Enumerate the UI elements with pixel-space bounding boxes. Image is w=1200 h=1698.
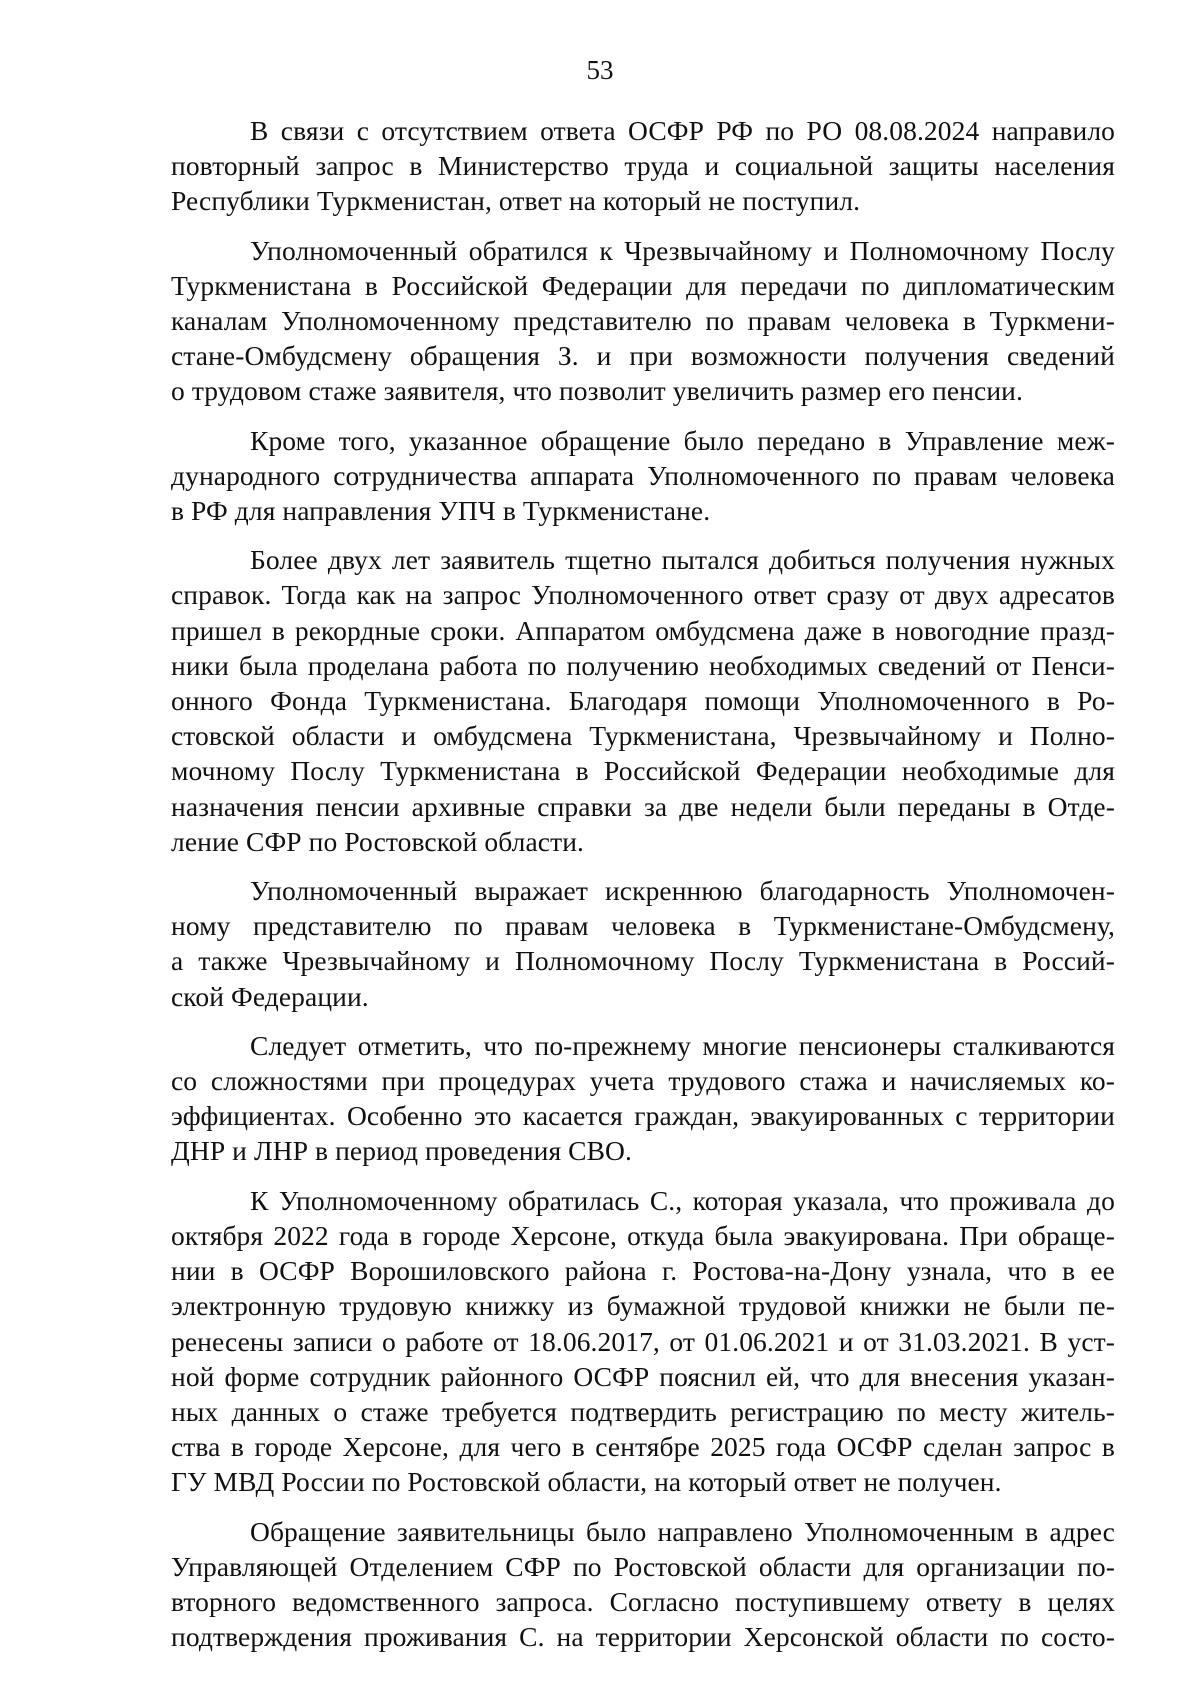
text-line: ДНР и ЛНР в период проведения СВО. xyxy=(171,1135,632,1167)
text-line: Уполномоченный выражает искреннюю благодарность Уполномочен- xyxy=(250,875,1115,907)
text-line: ной форме сотрудник районного ОСФР пояснил ей, что для внесения указан- xyxy=(171,1360,1115,1392)
text-line: стовской области и омбудсмена Туркменистана, Чрезвычайному и Полно- xyxy=(171,720,1115,752)
text-line: ному представителю по правам человека в Туркменистане-Омбудсмену, xyxy=(171,910,1115,942)
text-line: мочному Послу Туркменистана в Российской Федерации необходимые для xyxy=(171,755,1115,787)
text-line: Управляющей Отделением СФР по Ростовской области для организации по- xyxy=(171,1550,1115,1582)
text-line: пришел в рекордные сроки. Аппаратом омбудсмена даже в новогодние празд- xyxy=(171,614,1115,646)
paragraph xyxy=(171,542,1115,859)
text-line: эффициентах. Особенно это касается граждан, эвакуированных с территории xyxy=(171,1100,1115,1132)
paragraph xyxy=(171,113,1115,219)
document-body xyxy=(171,113,1115,1668)
text-line: со сложностями при процедурах учета трудового стажа и начисляемых ко- xyxy=(171,1065,1115,1097)
text-line: Уполномоченный обратился к Чрезвычайному и Полномочному Послу xyxy=(250,234,1115,266)
text-line: ской Федерации. xyxy=(171,980,369,1012)
text-line: Более двух лет заявитель тщетно пытался добиться получения нужных xyxy=(250,544,1115,576)
text-line: стане-Омбудсмену обращения З. и при возможности получения сведений xyxy=(171,340,1115,372)
text-line: повторный запрос в Министерство труда и социальной защиты населения xyxy=(171,150,1115,182)
paragraph xyxy=(171,233,1115,409)
text-line: ГУ МВД России по Ростовской области, на который ответ не получен. xyxy=(171,1466,1002,1498)
text-line: В связи с отсутствием ответа ОСФР РФ по РО 08.08.2024 направило xyxy=(250,115,1115,146)
text-line: каналам Уполномоченному представителю по правам человека в Туркмени- xyxy=(171,305,1115,337)
text-line: ренесены записи о работе от 18.06.2017, от 01.06.2021 и от 31.03.2021. В уст- xyxy=(171,1325,1115,1357)
text-line: ники была проделана работа по получению необходимых сведений от Пенси- xyxy=(171,649,1115,681)
text-line: подтверждения проживания С. на территории Херсонской области по состо- xyxy=(171,1621,1115,1653)
text-line: а также Чрезвычайному и Полномочному Послу Туркменистана в Россий- xyxy=(171,945,1115,977)
text-line: назначения пенсии архивные справки за две недели были переданы в Отде- xyxy=(171,790,1115,822)
text-line: онного Фонда Туркменистана. Благодаря помощи Уполномоченного в Ро- xyxy=(171,685,1115,717)
text-line: вторного ведомственного запроса. Согласно поступившему ответу в целях xyxy=(171,1585,1115,1617)
page-number: 53 xyxy=(586,55,614,85)
text-line: К Уполномоченному обратилась С., которая указала, что проживала до xyxy=(250,1184,1115,1216)
text-line: ление СФР по Ростовской области. xyxy=(171,825,585,857)
text-line: ных данных о стаже требуется подтвердить регистрацию по месту житель- xyxy=(171,1395,1115,1427)
paragraph xyxy=(171,1183,1115,1500)
text-line: нии в ОСФР Ворошиловского района г. Ростова-на-Дону узнала, что в ее xyxy=(171,1255,1115,1287)
paragraph xyxy=(171,873,1115,1014)
text-line: октября 2022 года в городе Херсоне, откуда была эвакуирована. При обраще- xyxy=(171,1219,1115,1251)
paragraph xyxy=(171,1514,1115,1655)
text-line: Туркменистана в Российской Федерации для передачи по дипломатическим xyxy=(171,269,1115,301)
paragraph xyxy=(171,1028,1115,1169)
text-line: в РФ для направления УПЧ в Туркменистане. xyxy=(171,495,711,527)
text-line: справок. Тогда как на запрос Уполномоченного ответ сразу от двух адресатов xyxy=(171,579,1115,611)
text-line: ства в городе Херсоне, для чего в сентябре 2025 года ОСФР сделан запрос в xyxy=(171,1431,1115,1463)
paragraph xyxy=(171,423,1115,529)
text-line: электронную трудовую книжку из бумажной трудовой книжки не были пе- xyxy=(171,1290,1115,1322)
text-line: о трудовом стаже заявителя, что позволит увеличить размер его пенсии. xyxy=(171,375,1023,407)
text-line: Кроме того, указанное обращение было передано в Управление меж- xyxy=(250,424,1115,456)
text-line: Республики Туркменистан, ответ на который не поступил. xyxy=(171,185,861,217)
text-line: Обращение заявительницы было направлено Уполномоченным в адрес xyxy=(250,1515,1115,1547)
text-line: Следует отметить, что по-прежнему многие пенсионеры сталкиваются xyxy=(250,1029,1115,1061)
text-line: дународного сотрудничества аппарата Уполномоченного по правам человека xyxy=(171,459,1115,491)
